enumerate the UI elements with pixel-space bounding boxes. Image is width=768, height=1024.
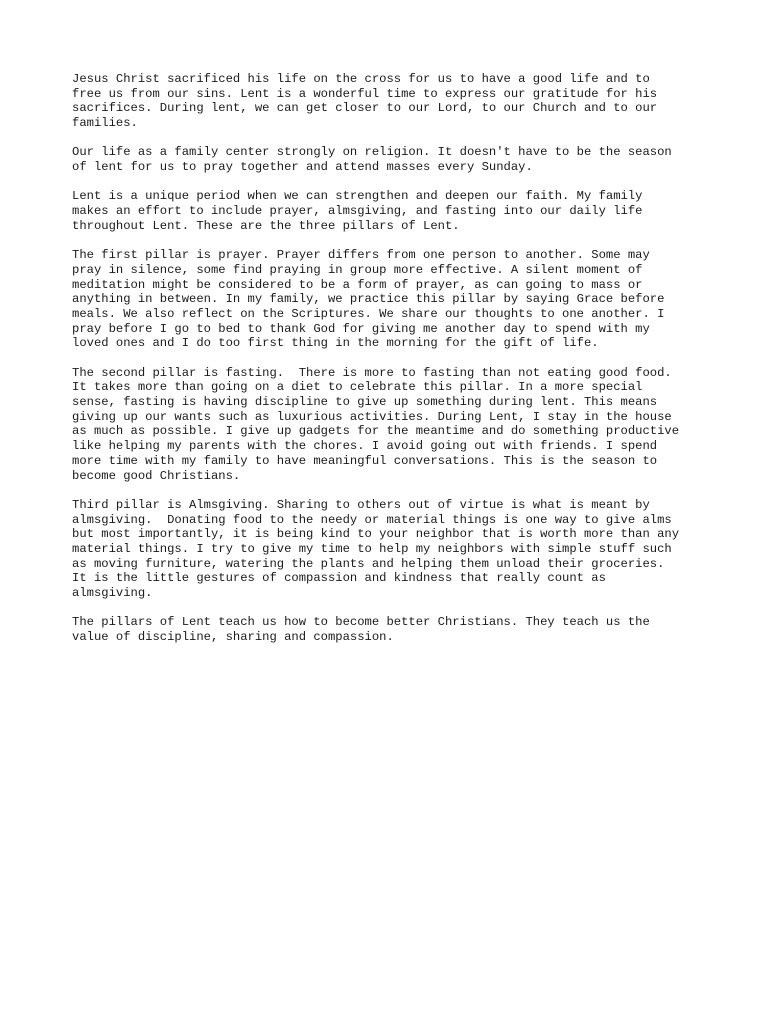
paragraph-prayer: The first pillar is prayer. Prayer differs from one person to another. Some may pray in silence, some find praying in group more effective. A silent moment of meditation might be considered to be a form of prayer, as can going to mass or anything in between. In my family, we practice this pillar by saying Grace before meals. We also reflect on the Scriptures. We share our thoughts to one another. I pray before I go to bed to thank God for giving me another day to spend with my loved ones and I do too first thing in the morning for the gift of life. <box>72 248 665 351</box>
paragraph-intro: Jesus Christ sacrificed his life on the cross for us to have a good life and to free us from our sins. Lent is a wonderful time to express our gratitude for his sacrifices. During lent, we can get closer to our Lord, to our Church and to our families. <box>72 72 658 131</box>
paragraph-fasting: The second pillar is fasting. There is more to fasting than not eating good food. It takes more than going on a diet to celebrate this pillar. In a more special sense, fasting is having discipline to give up something during lent. This means giving up our wants such as luxurious activities. During Lent, I stay in the house as much as possible. I give up gadgets for the meantime and do something productive like helping my parents with the chores. I avoid going out with friends. I spend more time with my family to have meaningful conversations. This is the season to become good Christians. <box>72 365 680 483</box>
document-body <box>72 72 712 659</box>
paragraph-lent-period: Lent is a unique period when we can strengthen and deepen our faith. My family makes an effort to include prayer, almsgiving, and fasting into our daily life throughout Lent. These are the three pillars of Lent. <box>72 189 643 233</box>
paragraph-almsgiving: Third pillar is Almsgiving. Sharing to others out of virtue is what is meant by almsgiving. Donating food to the needy or material things is one way to give alms but most importantly, it is being kind to your neighbor that is worth more than any material things. I try to give my time to help my neighbors with simple stuff such as moving furniture, watering the plants and helping them unload their groceries. It is the little gestures of compassion and kindness that really count as almsgiving. <box>72 497 680 601</box>
paragraph-conclusion: The pillars of Lent teach us how to become better Christians. They teach us the value of discipline, sharing and compassion. <box>72 615 650 645</box>
paragraph-family-life: Our life as a family center strongly on religion. It doesn't have to be the season of lent for us to pray together and attend masses every Sunday. <box>72 145 672 175</box>
